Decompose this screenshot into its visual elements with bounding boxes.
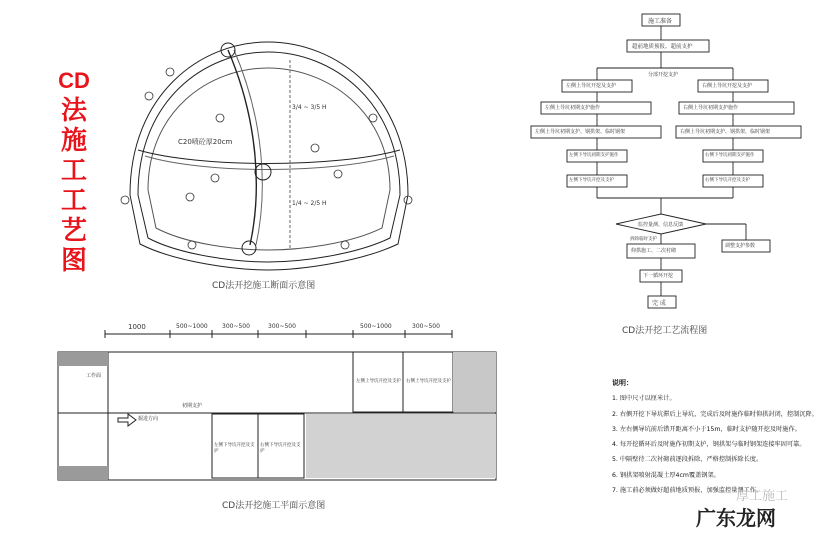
plan-dim: 300~500 bbox=[412, 323, 440, 330]
dim-upper-label: 3/4 ~ 3/5 H bbox=[292, 104, 327, 111]
title-char: 工 bbox=[60, 156, 87, 186]
plan-direction-label: 掘进方向 bbox=[138, 416, 159, 422]
title-char: 施 bbox=[60, 126, 87, 156]
plan-dim: 1000 bbox=[128, 323, 146, 331]
flowchart bbox=[531, 14, 801, 308]
flow-right-5: 右侧下导坑开挖及支护 bbox=[705, 178, 750, 183]
section-number-markers bbox=[121, 68, 412, 249]
note-item: 6. 钢拱架喷射混凝土厚4cm覆盖钢架。 bbox=[612, 471, 720, 479]
plan-hatch bbox=[58, 352, 496, 480]
flow-right-4: 右侧下导坑初期支护施作 bbox=[705, 153, 755, 158]
note-item: 3. 左右侧导坑前后错开距离不小于15m，临时支护随开挖及时施作。 bbox=[612, 425, 801, 433]
flow-right-1: 右侧上导坑开挖及支护 bbox=[702, 83, 753, 89]
plan-bottom-left: 左侧下导坑开挖及支护 bbox=[214, 443, 255, 454]
section-caption: CD法开挖施工断面示意图 bbox=[212, 281, 316, 291]
plan-bottom-right: 右侧下导坑开挖及支护 bbox=[260, 443, 301, 454]
watermark: 广东龙网 bbox=[696, 506, 776, 530]
plan-dim: 500~1000 bbox=[176, 323, 208, 330]
flow-start: 施工准备 bbox=[648, 18, 673, 25]
plan-dim: 300~500 bbox=[222, 323, 250, 330]
note-item: 7. 施工前必须做好超前地质预报，加强监控量测工作。 bbox=[612, 487, 763, 495]
title-char: 法 bbox=[60, 96, 87, 126]
plan-caption: CD法开挖施工平面示意图 bbox=[222, 501, 326, 511]
note-item: 4. 每开挖循环后及时施作初期支护，钢拱架与临时钢架连接牢固可靠。 bbox=[612, 441, 806, 449]
title-cd: CD bbox=[58, 68, 90, 93]
note-item: 2. 右侧开挖下导坑滞后上导坑，完成后及时施作临时仰拱封闭，控制沉降。 bbox=[612, 410, 818, 418]
flow-left-2: 左侧上导坑初期支护施作 bbox=[545, 105, 601, 111]
notes-heading: 说明： bbox=[612, 379, 633, 387]
dim-lower-label: 1/4 ~ 2/5 H bbox=[292, 200, 327, 207]
flow-right-2: 右侧上导坑初期支护施作 bbox=[683, 105, 739, 111]
title-char: 工 bbox=[60, 186, 87, 216]
flow-step1: 超前地质预报、超前支护 bbox=[632, 44, 693, 50]
plan-support-label: 初期支护 bbox=[182, 403, 203, 409]
flow-side-no: 调整支护参数 bbox=[725, 243, 756, 249]
flow-left-4: 左侧下导坑初期支护施作 bbox=[569, 153, 619, 158]
concrete-label: C20喷砼厚20cm bbox=[178, 138, 233, 146]
flow-left-5: 左侧下导坑开挖及支护 bbox=[569, 178, 614, 183]
note-item: 5. 中隔壁待二次衬砌前逐段拆除，严格控制拆除长度。 bbox=[612, 456, 763, 464]
flow-decision: 监控量测、信息反馈 bbox=[638, 222, 684, 228]
note-item: 1. 图中尺寸以厘米计。 bbox=[612, 395, 676, 403]
flow-caption: CD法开挖工艺流程图 bbox=[622, 326, 708, 336]
plan-dim: 500~1000 bbox=[360, 323, 392, 330]
watermark-faint: 厚工施工 bbox=[736, 489, 789, 504]
flow-split: 分部开挖支护 bbox=[648, 72, 679, 78]
plan-dim: 300~500 bbox=[268, 323, 296, 330]
flow-lining: 仰拱施工、二次衬砌 bbox=[631, 248, 677, 254]
flow-left-3: 左侧上导坑初期支护、钢拱架、临时钢架 bbox=[535, 129, 626, 135]
flow-side-yes: 拆除临时支护 bbox=[630, 237, 657, 242]
title-char: 图 bbox=[60, 246, 87, 276]
tunnel-section bbox=[130, 42, 408, 270]
notes-block bbox=[612, 376, 824, 498]
plan-top-right: 右侧上导坑开挖及支护 bbox=[406, 379, 451, 384]
plan-top-left: 左侧上导坑开挖及支护 bbox=[356, 379, 401, 384]
flow-next: 下一循环开挖 bbox=[643, 273, 674, 279]
flow-left-1: 左侧上导坑开挖及支护 bbox=[566, 83, 617, 89]
plan-face-label: 工作面 bbox=[86, 373, 102, 379]
plan-arrow bbox=[118, 414, 136, 426]
flow-end: 完 成 bbox=[652, 300, 666, 307]
title-char: 艺 bbox=[60, 216, 87, 246]
flow-right-3: 右侧上导坑初期支护、钢拱架、临时钢架 bbox=[680, 129, 771, 135]
